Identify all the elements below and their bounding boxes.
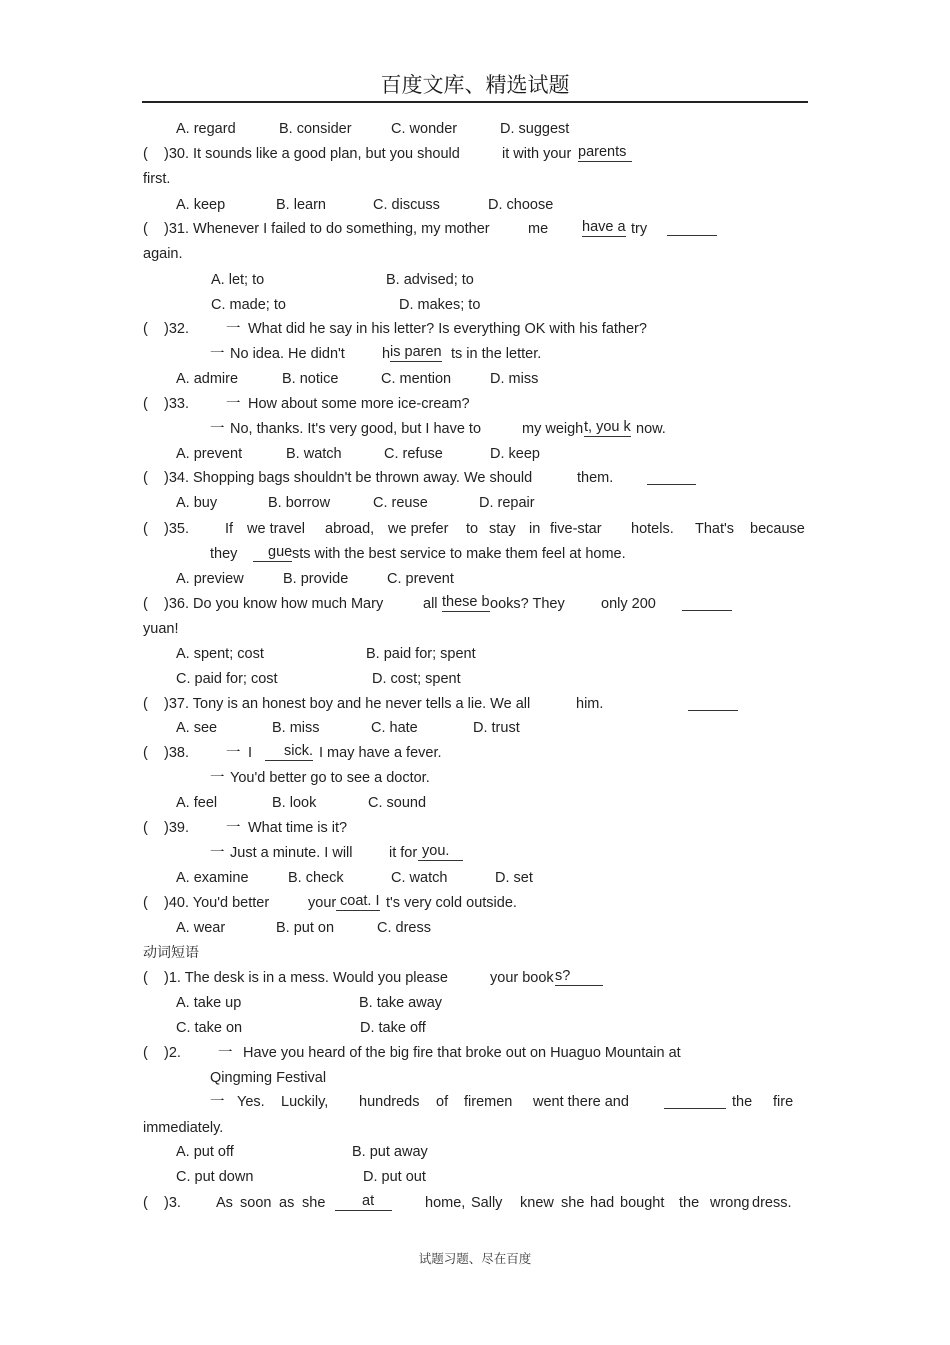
q32-option-c: C. mention — [381, 371, 452, 387]
q32-dash: 一 — [226, 321, 241, 337]
p3-word-9: she — [561, 1195, 585, 1211]
q31-option-d: D. makes; to — [399, 297, 481, 313]
q36-cont: yuan! — [143, 621, 179, 637]
p2-word-3: hundreds — [359, 1094, 420, 1110]
q29-option-d: D. suggest — [500, 121, 570, 137]
q38-answer-blank: sick. — [265, 743, 313, 761]
q32-option-d: D. miss — [490, 371, 539, 387]
q34-option-d: D. repair — [479, 495, 535, 511]
p2-answer-blank — [664, 1108, 726, 1109]
p3-number: )3. — [164, 1195, 181, 1211]
p2-option-c: C. put down — [176, 1169, 254, 1185]
p3-word-14: dress. — [752, 1195, 792, 1211]
q37-stem-2: him. — [576, 696, 604, 712]
q31-stem-4: try — [631, 221, 648, 237]
p2-cont: immediately. — [143, 1120, 224, 1136]
q31-option-b: B. advised; to — [386, 272, 474, 288]
q35-they: they — [210, 546, 238, 562]
q31-option-c: C. made; to — [211, 297, 286, 313]
q39-number: )39. — [164, 820, 189, 836]
q36-stem-4: only 200 — [601, 596, 656, 612]
q32-reply-2: h — [382, 346, 391, 362]
q37-option-a: A. see — [176, 720, 218, 736]
q35-word-9: hotels. — [631, 521, 674, 537]
q35-word-4: we prefer — [388, 521, 449, 537]
q30-paren: ( — [143, 146, 148, 162]
q40-stem: )40. You'd better — [164, 895, 270, 911]
q36-option-c: C. paid for; cost — [176, 671, 278, 687]
q30-option-a: A. keep — [176, 197, 226, 213]
q40-stem-2: your — [308, 895, 337, 911]
q40-stem-3: t's very cold outside. — [386, 895, 517, 911]
q35-word-1: If — [225, 521, 234, 537]
p2-word-2: Luckily, — [281, 1094, 329, 1110]
q35-option-b: B. provide — [283, 571, 349, 587]
q38-reply-text: You'd better go to see a doctor. — [230, 770, 430, 786]
q33-reply-1: No, thanks. It's very good, but I have to — [230, 421, 482, 437]
page-header-title: 百度文库、精选试题 — [380, 73, 570, 97]
q34-option-c: C. reuse — [373, 495, 428, 511]
q38-option-a: A. feel — [176, 795, 218, 811]
p1-answer-blank: s? — [555, 968, 603, 986]
p2-line1: Have you heard of the big fire that broke out on Huaguo Mountain at — [243, 1045, 681, 1061]
q30-stem: )30. It sounds like a good plan, but you should — [164, 146, 460, 162]
q37-option-c: C. hate — [371, 720, 418, 736]
q35-word-10: That's — [695, 521, 735, 537]
q39-paren: ( — [143, 820, 148, 836]
q38-dash-2: 一 — [210, 770, 225, 786]
p3-word-2: soon — [240, 1195, 272, 1211]
q40-option-c: C. dress — [377, 920, 431, 936]
q34-answer-blank — [647, 484, 696, 485]
q39-answer-blank: you. — [418, 843, 463, 861]
q30-option-d: D. choose — [488, 197, 554, 213]
q29-option-c: C. wonder — [391, 121, 458, 137]
p2-word-7: the — [732, 1094, 753, 1110]
p2-paren: ( — [143, 1045, 148, 1061]
q32-answer-blank: is paren — [390, 344, 442, 360]
header-rule — [142, 101, 808, 103]
q35-option-a: A. preview — [176, 571, 244, 587]
q38-option-b: B. look — [272, 795, 317, 811]
q35-word-2: we travel — [247, 521, 306, 537]
page-footer-text: 试题习题、尽在百度 — [418, 1251, 532, 1266]
q39-option-d: D. set — [495, 870, 533, 886]
q35-paren: ( — [143, 521, 148, 537]
q35-word-5: to — [466, 521, 479, 537]
q33-line1: How about some more ice-cream? — [248, 396, 470, 412]
q39-option-c: C. watch — [391, 870, 448, 886]
q39-option-a: A. examine — [176, 870, 249, 886]
p2-option-a: A. put off — [176, 1144, 234, 1160]
p1-option-b: B. take away — [359, 995, 443, 1011]
q35-option-c: C. prevent — [387, 571, 454, 587]
p1-paren: ( — [143, 970, 148, 986]
q32-dash-2: 一 — [210, 346, 225, 362]
p1-option-d: D. take off — [360, 1020, 426, 1036]
q33-option-c: C. refuse — [384, 446, 443, 462]
q38-paren: ( — [143, 745, 148, 761]
p3-word-1: As — [216, 1195, 233, 1211]
p2-word-5: firemen — [464, 1094, 513, 1110]
q34-stem-2: them. — [577, 470, 614, 486]
q30-option-c: C. discuss — [373, 197, 440, 213]
p2-number: )2. — [164, 1045, 181, 1061]
section-title: 动词短语 — [143, 945, 199, 961]
q36-stem: )36. Do you know how much Mary — [164, 596, 384, 612]
p3-word-13: wrong — [710, 1195, 750, 1211]
q30-cont: first. — [143, 171, 171, 187]
q35-number: )35. — [164, 521, 189, 537]
q29-option-a: A. regard — [176, 121, 236, 137]
q40-answer-blank: coat. I — [336, 893, 380, 911]
q33-option-a: A. prevent — [176, 446, 243, 462]
q37-paren: ( — [143, 696, 148, 712]
q34-paren: ( — [143, 470, 148, 486]
q40-paren: ( — [143, 895, 148, 911]
p3-word-11: bought — [620, 1195, 665, 1211]
p3-word-10: had — [590, 1195, 615, 1211]
q34-option-a: A. buy — [176, 495, 218, 511]
q31-stem: )31. Whenever I failed to do something, my mother — [164, 221, 490, 237]
q39-reply-2: it for — [389, 845, 418, 861]
q37-answer-blank — [688, 710, 738, 711]
q33-paren: ( — [143, 396, 148, 412]
p3-word-7: Sally — [471, 1195, 503, 1211]
q30-answer-blank: parents — [578, 144, 632, 162]
p1-stem: )1. The desk is in a mess. Would you please — [164, 970, 448, 986]
q36-option-b: B. paid for; spent — [366, 646, 476, 662]
q34-stem: )34. Shopping bags shouldn't be thrown away. We should — [164, 470, 533, 486]
p2-dash-2: 一 — [210, 1094, 225, 1110]
q39-option-b: B. check — [288, 870, 344, 886]
q36-paren: ( — [143, 596, 148, 612]
q31-answer-blank — [667, 235, 717, 236]
q39-dash: 一 — [226, 820, 241, 836]
q31-paren: ( — [143, 221, 148, 237]
q32-reply-1: No idea. He didn't — [230, 346, 345, 362]
p2-option-b: B. put away — [352, 1144, 428, 1160]
p3-word-12: the — [679, 1195, 700, 1211]
p1-option-c: C. take on — [176, 1020, 243, 1036]
q34-option-b: B. borrow — [268, 495, 331, 511]
q39-reply-1: Just a minute. I will — [230, 845, 353, 861]
q33-answer-blank: t, you k — [584, 419, 631, 435]
p3-word-8: knew — [520, 1195, 554, 1211]
q35-word-8: five-star — [550, 521, 602, 537]
q31-cont: again. — [143, 246, 183, 262]
q35-answer-blank: gue — [253, 544, 292, 562]
q30-option-b: B. learn — [276, 197, 326, 213]
q37-option-d: D. trust — [473, 720, 520, 736]
q33-option-d: D. keep — [490, 446, 540, 462]
q33-reply-2: my weigh — [522, 421, 584, 437]
q36-stem-3: ooks? They — [490, 596, 565, 612]
q32-reply-3: ts in the letter. — [451, 346, 542, 362]
q35-rest: sts with the best service to make them feel at home. — [292, 546, 626, 562]
p2-word-8: fire — [773, 1094, 794, 1110]
q40-option-b: B. put on — [276, 920, 335, 936]
p3-paren: ( — [143, 1195, 148, 1211]
q35-word-6: stay — [489, 521, 516, 537]
q31-stem-2: me — [528, 221, 549, 237]
q38-i: I — [248, 745, 253, 761]
q31-option-a: A. let; to — [211, 272, 265, 288]
p2-word-6: went there and — [533, 1094, 629, 1110]
q29-option-b: B. consider — [279, 121, 352, 137]
q38-rest: I may have a fever. — [319, 745, 442, 761]
q33-number: )33. — [164, 396, 189, 412]
q32-option-a: A. admire — [176, 371, 239, 387]
q32-number: )32. — [164, 321, 189, 337]
q35-word-11: because — [750, 521, 805, 537]
q40-option-a: A. wear — [176, 920, 226, 936]
p2-word-4: of — [436, 1094, 449, 1110]
q32-paren: ( — [143, 321, 148, 337]
q39-line1: What time is it? — [248, 820, 348, 836]
q38-number: )38. — [164, 745, 189, 761]
q32-line1: What did he say in his letter? Is everything OK with his father? — [248, 321, 647, 337]
p2-line1b: Qingming Festival — [210, 1070, 327, 1086]
q36-option-d: D. cost; spent — [372, 671, 461, 687]
p2-option-d: D. put out — [363, 1169, 426, 1185]
q31-stem-3: have a — [582, 219, 626, 235]
q35-word-7: in — [529, 521, 541, 537]
q32-option-b: B. notice — [282, 371, 339, 387]
q30-stem-2: it with your — [502, 146, 572, 162]
q38-option-c: C. sound — [368, 795, 427, 811]
p1-option-a: A. take up — [176, 995, 242, 1011]
q36-option-a: A. spent; cost — [176, 646, 264, 662]
q39-dash-2: 一 — [210, 845, 225, 861]
p3-word-4: she — [302, 1195, 326, 1211]
q36-stem-2: all — [423, 596, 438, 612]
q36-answer-blank-1: these b — [442, 594, 490, 610]
p2-word-1: Yes. — [237, 1094, 265, 1110]
q38-dash: 一 — [226, 745, 241, 761]
p3-word-3: as — [279, 1195, 295, 1211]
q36-answer-blank-2 — [682, 610, 732, 611]
q37-stem: )37. Tony is an honest boy and he never tells a lie. We all — [164, 696, 531, 712]
p3-word-6: home, — [425, 1195, 466, 1211]
q33-reply-3: now. — [636, 421, 666, 437]
p2-dash: 一 — [218, 1045, 233, 1061]
q33-option-b: B. watch — [286, 446, 342, 462]
q37-option-b: B. miss — [272, 720, 320, 736]
p3-answer-blank: at — [335, 1193, 392, 1211]
p1-stem-2: your book — [490, 970, 554, 986]
q35-word-3: abroad, — [325, 521, 375, 537]
q33-dash: 一 — [226, 396, 241, 412]
q33-dash-2: 一 — [210, 421, 225, 437]
